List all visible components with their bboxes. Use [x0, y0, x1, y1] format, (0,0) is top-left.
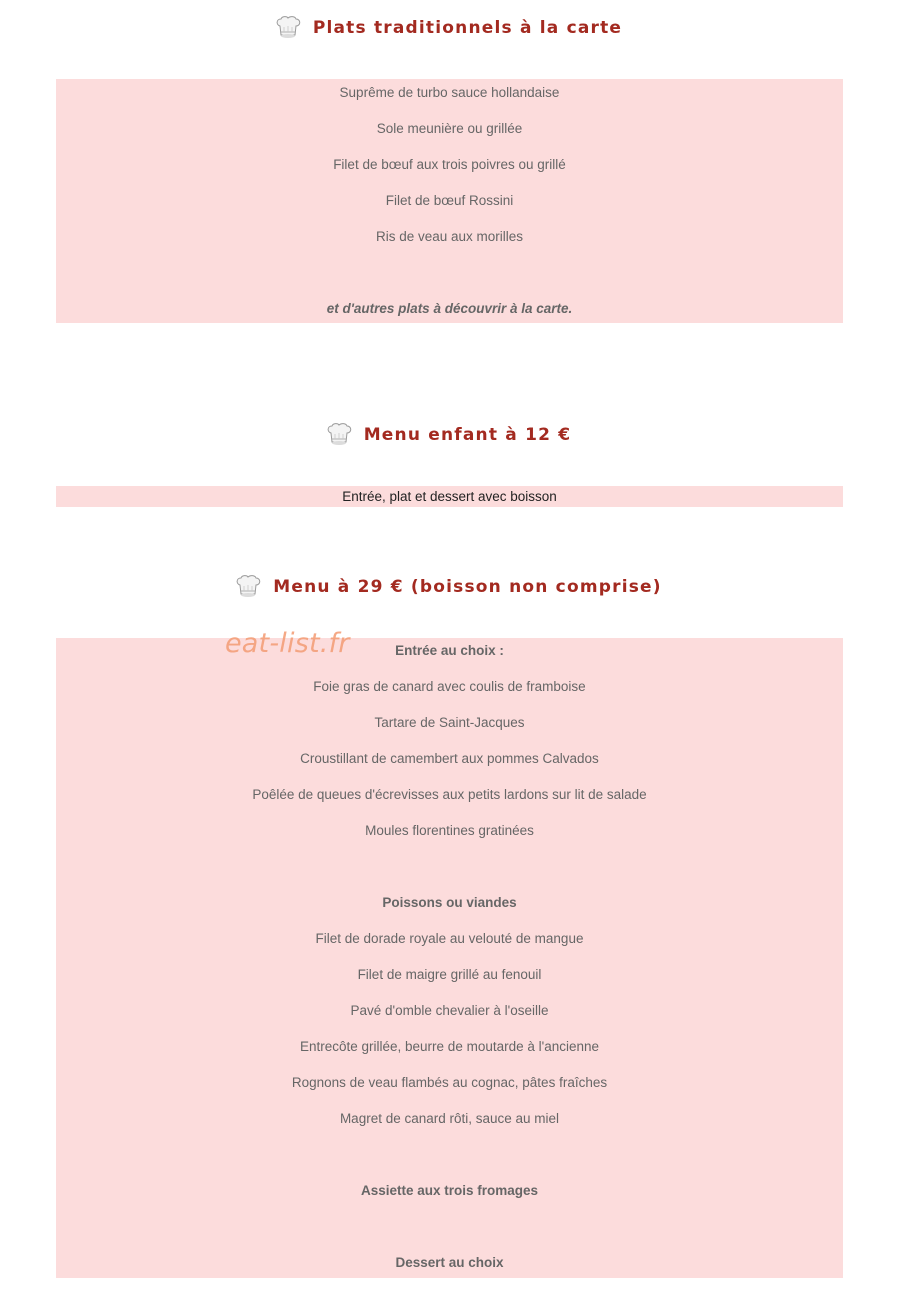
menu-item: Poêlée de queues d'écrevisses aux petits lardons sur lit de salade: [252, 787, 647, 802]
menu-item: Moules florentines gratinées: [365, 823, 534, 838]
menu-subheading: Dessert au choix: [395, 1255, 504, 1270]
menu-item: Filet de bœuf aux trois poivres ou grillé: [333, 157, 566, 172]
section-heading-text: Menu à 29 € (boisson non comprise): [273, 577, 662, 597]
section-heading-text: Menu enfant à 12 €: [363, 425, 572, 445]
menu-item: Sole meunière ou grillée: [376, 121, 523, 136]
menu-item: Filet de dorade royale au velouté de mangue: [315, 931, 584, 946]
menu-item: Filet de maigre grillé au fenouil: [357, 967, 542, 982]
menu-box-carte: [56, 79, 843, 323]
chef-hat-icon: [326, 423, 352, 447]
menu-item: Tartare de Saint-Jacques: [374, 715, 525, 730]
chef-hat-icon: [235, 575, 261, 599]
chef-hat-icon: [275, 16, 301, 40]
menu-subheading: Entrée au choix :: [395, 643, 504, 658]
menu-subheading: Assiette aux trois fromages: [360, 1183, 539, 1198]
menu-subheading: Poissons ou viandes: [382, 895, 517, 910]
menu-item: Filet de bœuf Rossini: [385, 193, 514, 208]
menu-note: et d'autres plats à découvrir à la carte.: [326, 301, 573, 316]
menu-item: Ris de veau aux morilles: [375, 229, 524, 244]
menu-item: Entrecôte grillée, beurre de moutarde à l'ancienne: [299, 1039, 599, 1054]
menu-item: Rognons de veau flambés au cognac, pâtes fraîches: [291, 1075, 608, 1090]
menu-item: Entrée, plat et dessert avec boisson: [342, 489, 557, 504]
menu-item: Croustillant de camembert aux pommes Calvados: [300, 751, 599, 766]
section-heading-carte: [0, 16, 897, 40]
menu-box-enfant: [56, 486, 843, 507]
menu-item: Magret de canard rôti, sauce au miel: [339, 1111, 560, 1126]
watermark: eat-list.fr: [225, 628, 350, 659]
menu-item: Suprême de turbo sauce hollandaise: [339, 85, 560, 100]
section-heading-enfant: [0, 423, 897, 447]
menu-item: Foie gras de canard avec coulis de framboise: [313, 679, 586, 694]
section-heading-menu-29: [0, 575, 897, 599]
section-heading-text: Plats traditionnels à la carte: [312, 18, 623, 38]
menu-item: Pavé d'omble chevalier à l'oseille: [350, 1003, 549, 1018]
menu-box-menu-29: [56, 638, 843, 1278]
